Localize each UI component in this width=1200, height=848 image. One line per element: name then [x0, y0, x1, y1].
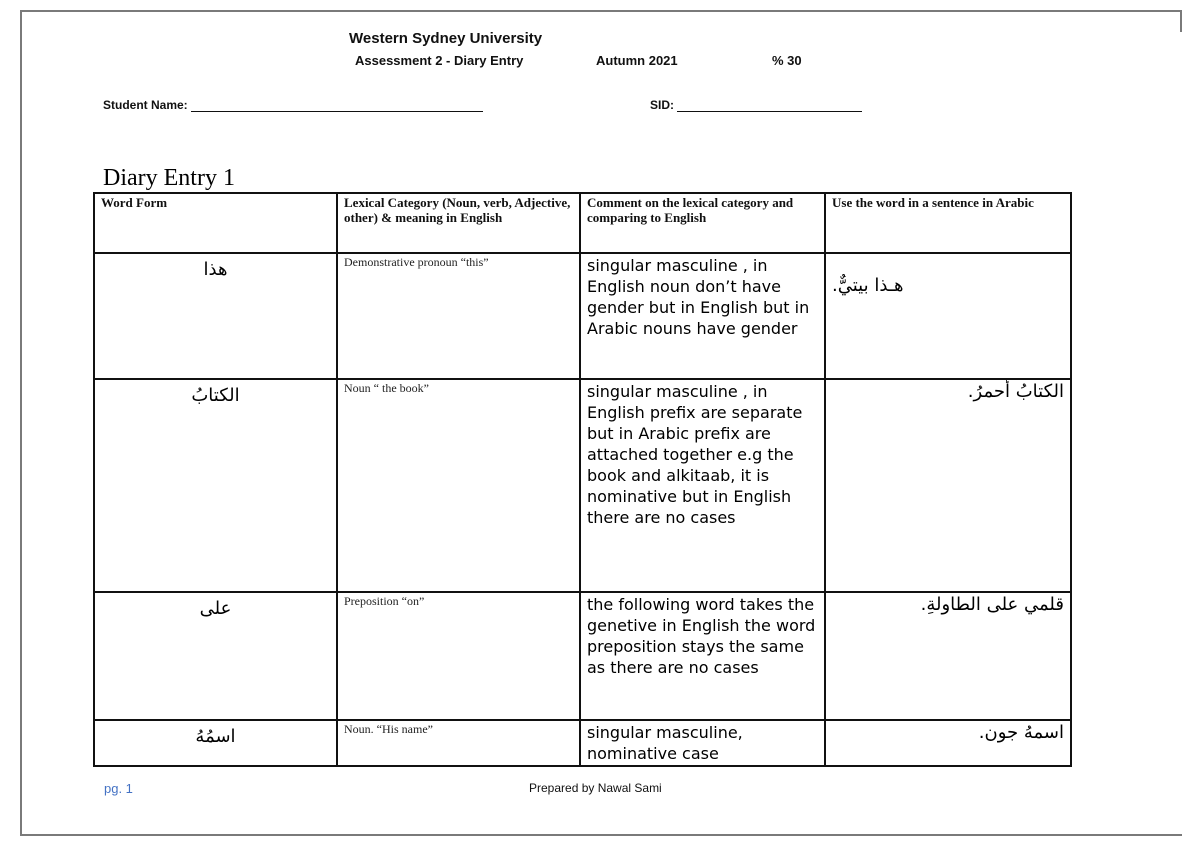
comment-text: singular masculine , in English prefix are separate but in Arabic prefix are attached together e.g the book and alkitaab, it is nominative but in English there are no cases	[587, 382, 803, 527]
comment-cell	[580, 253, 825, 379]
arabic-sentence: قلمي على الطاولةِ.	[920, 594, 1064, 615]
lexical-category: Preposition “on”	[344, 594, 425, 608]
arabic-sentence: الكتابُ أحمرُ.	[967, 381, 1064, 402]
student-name-field	[103, 98, 483, 112]
table-row	[94, 592, 1071, 720]
lexical-category: Noun. “His name”	[344, 722, 433, 736]
sentence-cell	[825, 379, 1071, 592]
table-header-row	[94, 193, 1071, 253]
header-sentence: Use the word in a sentence in Arabic	[832, 195, 1034, 210]
lexical-category: Demonstrative pronoun “this”	[344, 255, 489, 269]
word-cell	[94, 379, 337, 592]
page-border-left	[20, 10, 22, 836]
header-cell	[825, 193, 1071, 253]
assessment-title: Assessment 2 - Diary Entry	[355, 53, 524, 68]
header-cell	[337, 193, 580, 253]
word-cell	[94, 720, 337, 766]
sentence-cell	[825, 592, 1071, 720]
diary-table	[93, 192, 1072, 767]
page-border-bottom	[20, 834, 1182, 836]
category-cell	[337, 592, 580, 720]
comment-text: singular masculine , in English noun don’t have gender but in English but in Arabic nouns have gender	[587, 256, 810, 338]
category-cell	[337, 720, 580, 766]
comment-text: singular masculine, nominative case	[587, 723, 743, 763]
category-cell	[337, 253, 580, 379]
sid-line	[677, 99, 862, 112]
word-form: اسمُهُ	[195, 726, 236, 747]
page-border-right	[1180, 10, 1182, 32]
comment-cell	[580, 379, 825, 592]
page-border-top	[20, 10, 1182, 12]
word-form: على	[199, 598, 232, 619]
weight-label: % 30	[772, 53, 802, 68]
table-row	[94, 253, 1071, 379]
comment-cell	[580, 592, 825, 720]
term-label: Autumn 2021	[596, 53, 678, 68]
university-name: Western Sydney University	[349, 30, 543, 47]
word-form: الكتابُ	[191, 385, 240, 406]
header-cell	[580, 193, 825, 253]
student-name-line	[191, 99, 483, 112]
word-form: هذا	[203, 259, 228, 280]
lexical-category: Noun “ the book”	[344, 381, 429, 395]
sentence-cell	[825, 253, 1071, 379]
comment-cell	[580, 720, 825, 766]
table-row	[94, 720, 1071, 766]
table-row	[94, 379, 1071, 592]
arabic-sentence: اسمهُ جون.	[978, 722, 1064, 743]
section-title: Diary Entry 1	[103, 165, 235, 191]
word-cell	[94, 253, 337, 379]
student-name-label: Student Name:	[103, 98, 188, 112]
sid-label: SID:	[650, 98, 674, 112]
header-lexical-category: Lexical Category (Noun, verb, Adjective, other) & meaning in English	[344, 195, 571, 225]
header-word-form: Word Form	[101, 195, 168, 210]
sid-field	[650, 98, 862, 112]
header-cell	[94, 193, 337, 253]
prepared-by: Prepared by Nawal Sami	[529, 781, 662, 795]
category-cell	[337, 379, 580, 592]
sentence-cell	[825, 720, 1071, 766]
word-cell	[94, 592, 337, 720]
header-comment: Comment on the lexical category and comparing to English	[587, 195, 794, 225]
page-number: pg. 1	[104, 781, 133, 796]
comment-text: the following word takes the genetive in English the word preposition stays the same as there are no cases	[587, 595, 816, 677]
arabic-sentence: .هـذا بيتيٌّ	[832, 275, 904, 296]
